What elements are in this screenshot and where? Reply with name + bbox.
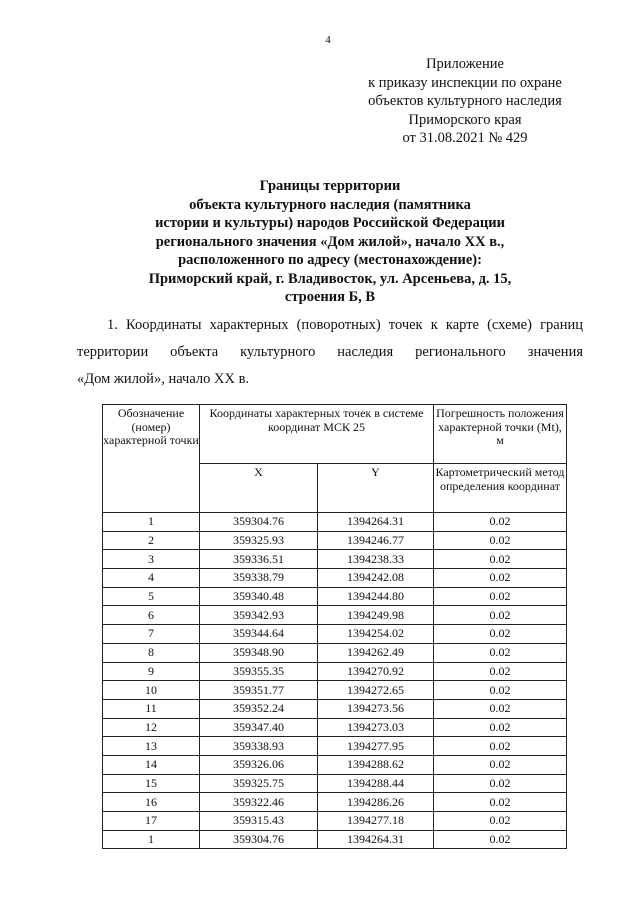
title-line: строения Б, В bbox=[284, 289, 376, 305]
x-coordinate-cell: 359342.93 bbox=[200, 606, 318, 625]
error-cell: 0.02 bbox=[434, 587, 567, 606]
y-coordinate-cell: 1394249.98 bbox=[318, 606, 434, 625]
page-number: 4 bbox=[325, 34, 331, 46]
y-coordinate-cell: 1394242.08 bbox=[318, 569, 434, 588]
error-cell: 0.02 bbox=[434, 793, 567, 812]
y-coordinate-cell: 1394254.02 bbox=[318, 625, 434, 644]
title-line: истории и культуры) народов Российской Федерации bbox=[155, 215, 505, 231]
error-cell: 0.02 bbox=[434, 718, 567, 737]
point-number-cell: 12 bbox=[103, 718, 200, 737]
x-coordinate-cell: 359351.77 bbox=[200, 681, 318, 700]
error-cell: 0.02 bbox=[434, 755, 567, 774]
x-coordinate-cell: 359322.46 bbox=[200, 793, 318, 812]
x-coordinate-cell: 359325.93 bbox=[200, 531, 318, 550]
title-line: объекта культурного наследия (памятника bbox=[189, 196, 471, 213]
paragraph-line: «Дом жилой», начало XX в. bbox=[77, 371, 250, 387]
title-line: расположенного по адресу (местонахождение): bbox=[178, 252, 482, 268]
x-coordinate-cell: 359336.51 bbox=[200, 550, 318, 569]
title-line: Приморский край, г. Владивосток, ул. Арсеньева, д. 15, bbox=[148, 270, 512, 287]
table-row bbox=[103, 550, 567, 569]
point-number-cell: 3 bbox=[103, 550, 200, 569]
point-number-cell: 16 bbox=[103, 793, 200, 812]
document-title bbox=[80, 177, 580, 307]
error-cell: 0.02 bbox=[434, 681, 567, 700]
appendix-line: объектов культурного наследия bbox=[368, 93, 562, 109]
header-error: Погрешность положения характерной точки (Mt), м bbox=[434, 405, 567, 464]
point-number-cell: 10 bbox=[103, 681, 200, 700]
y-coordinate-cell: 1394277.18 bbox=[318, 812, 434, 831]
point-number-cell: 15 bbox=[103, 774, 200, 793]
y-coordinate-cell: 1394244.80 bbox=[318, 587, 434, 606]
paragraph-line: территории объекта культурного наследия регионального значения bbox=[77, 344, 583, 360]
x-coordinate-cell: 359304.76 bbox=[200, 513, 318, 532]
x-coordinate-cell: 359340.48 bbox=[200, 587, 318, 606]
table-row bbox=[103, 812, 567, 831]
table-row bbox=[103, 587, 567, 606]
appendix-line: Приложение bbox=[426, 56, 504, 72]
x-coordinate-cell: 359348.90 bbox=[200, 643, 318, 662]
y-coordinate-cell: 1394270.92 bbox=[318, 662, 434, 681]
appendix-line: Приморского края bbox=[408, 111, 522, 128]
x-coordinate-cell: 359304.76 bbox=[200, 830, 318, 849]
y-coordinate-cell: 1394286.26 bbox=[318, 793, 434, 812]
paragraph-line: 1. Координаты характерных (поворотных) точек к карте (схеме) границ bbox=[107, 317, 583, 333]
point-number-cell: 9 bbox=[103, 662, 200, 681]
x-coordinate-cell: 359347.40 bbox=[200, 718, 318, 737]
y-coordinate-cell: 1394272.65 bbox=[318, 681, 434, 700]
error-cell: 0.02 bbox=[434, 569, 567, 588]
x-coordinate-cell: 359355.35 bbox=[200, 662, 318, 681]
x-coordinate-cell: 359326.06 bbox=[200, 755, 318, 774]
appendix-block bbox=[340, 55, 590, 148]
error-cell: 0.02 bbox=[434, 812, 567, 831]
table-body bbox=[103, 513, 567, 849]
table-row bbox=[103, 513, 567, 532]
point-number-cell: 8 bbox=[103, 643, 200, 662]
table-row bbox=[103, 681, 567, 700]
point-number-cell: 4 bbox=[103, 569, 200, 588]
table-row bbox=[103, 531, 567, 550]
appendix-line: к приказу инспекции по охране bbox=[368, 74, 562, 91]
error-cell: 0.02 bbox=[434, 606, 567, 625]
x-coordinate-cell: 359338.93 bbox=[200, 737, 318, 756]
table-row bbox=[103, 662, 567, 681]
header-method: Картометрический метод определения координат bbox=[434, 464, 567, 513]
table-row bbox=[103, 830, 567, 849]
point-number-cell: 13 bbox=[103, 737, 200, 756]
error-cell: 0.02 bbox=[434, 550, 567, 569]
error-cell: 0.02 bbox=[434, 737, 567, 756]
table-row bbox=[103, 643, 567, 662]
error-cell: 0.02 bbox=[434, 513, 567, 532]
table-row bbox=[103, 606, 567, 625]
x-coordinate-cell: 359315.43 bbox=[200, 812, 318, 831]
title-line: регионального значения «Дом жилой», начало XX в., bbox=[155, 233, 505, 250]
y-coordinate-cell: 1394262.49 bbox=[318, 643, 434, 662]
coordinates-table bbox=[102, 404, 567, 849]
table-row bbox=[103, 755, 567, 774]
point-number-cell: 5 bbox=[103, 587, 200, 606]
point-number-cell: 7 bbox=[103, 625, 200, 644]
x-coordinate-cell: 359325.75 bbox=[200, 774, 318, 793]
error-cell: 0.02 bbox=[434, 643, 567, 662]
point-number-cell: 2 bbox=[103, 531, 200, 550]
table-row bbox=[103, 793, 567, 812]
error-cell: 0.02 bbox=[434, 625, 567, 644]
error-cell: 0.02 bbox=[434, 830, 567, 849]
header-x: X bbox=[200, 464, 318, 513]
title-line: Границы территории bbox=[259, 178, 401, 194]
header-point-number: Обозначение (номер) характерной точки bbox=[103, 405, 200, 513]
y-coordinate-cell: 1394277.95 bbox=[318, 737, 434, 756]
x-coordinate-cell: 359338.79 bbox=[200, 569, 318, 588]
y-coordinate-cell: 1394246.77 bbox=[318, 531, 434, 550]
appendix-line: от 31.08.2021 № 429 bbox=[402, 130, 528, 146]
point-number-cell: 11 bbox=[103, 699, 200, 718]
y-coordinate-cell: 1394288.44 bbox=[318, 774, 434, 793]
x-coordinate-cell: 359352.24 bbox=[200, 699, 318, 718]
error-cell: 0.02 bbox=[434, 774, 567, 793]
header-y: Y bbox=[318, 464, 434, 513]
table-row bbox=[103, 569, 567, 588]
error-cell: 0.02 bbox=[434, 531, 567, 550]
error-cell: 0.02 bbox=[434, 662, 567, 681]
table-row bbox=[103, 718, 567, 737]
error-cell: 0.02 bbox=[434, 699, 567, 718]
y-coordinate-cell: 1394264.31 bbox=[318, 513, 434, 532]
point-number-cell: 1 bbox=[103, 830, 200, 849]
y-coordinate-cell: 1394264.31 bbox=[318, 830, 434, 849]
point-number-cell: 1 bbox=[103, 513, 200, 532]
table-row bbox=[103, 774, 567, 793]
table-row bbox=[103, 737, 567, 756]
y-coordinate-cell: 1394238.33 bbox=[318, 550, 434, 569]
point-number-cell: 17 bbox=[103, 812, 200, 831]
header-coordinates: Координаты характерных точек в системе координат МСК 25 bbox=[200, 405, 434, 464]
table-row bbox=[103, 625, 567, 644]
x-coordinate-cell: 359344.64 bbox=[200, 625, 318, 644]
y-coordinate-cell: 1394273.03 bbox=[318, 718, 434, 737]
point-number-cell: 14 bbox=[103, 755, 200, 774]
y-coordinate-cell: 1394273.56 bbox=[318, 699, 434, 718]
intro-paragraph bbox=[77, 312, 583, 393]
point-number-cell: 6 bbox=[103, 606, 200, 625]
table-row bbox=[103, 699, 567, 718]
y-coordinate-cell: 1394288.62 bbox=[318, 755, 434, 774]
